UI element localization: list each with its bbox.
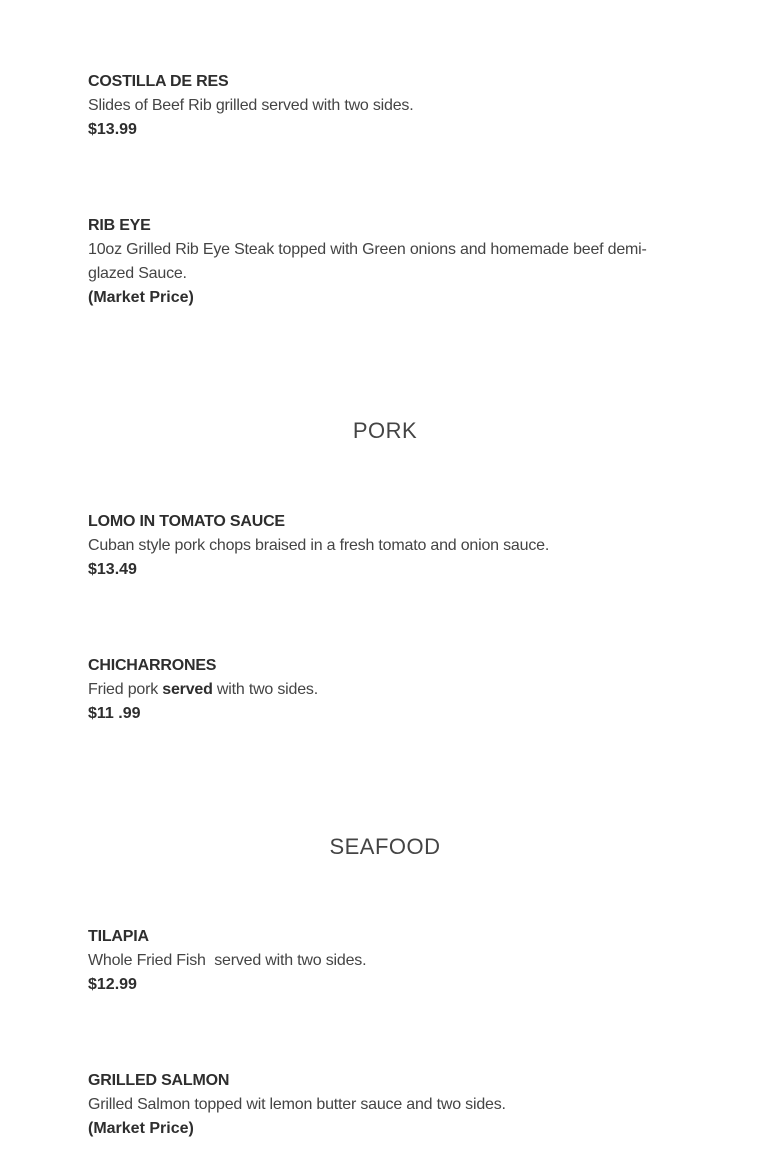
section-title-pork: PORK xyxy=(352,418,418,443)
item-description-line-2: glazed Sauce. xyxy=(88,265,187,282)
section-title-seafood: SEAFOOD xyxy=(329,834,441,859)
item-description: Cuban style pork chops braised in a fresh tomato and onion sauce. xyxy=(88,537,550,554)
menu-item-chicharrones xyxy=(88,654,688,726)
item-description-emphasis: served xyxy=(162,681,213,698)
item-name: COSTILLA DE RES xyxy=(88,73,229,90)
item-name: LOMO IN TOMATO SAUCE xyxy=(88,513,285,530)
item-price: $11 .99 xyxy=(88,705,141,722)
item-name: TILAPIA xyxy=(88,928,149,945)
menu-item-grilled-salmon xyxy=(88,1069,688,1141)
item-price: (Market Price) xyxy=(88,1120,194,1137)
item-name: RIB EYE xyxy=(88,217,151,234)
item-description-line-1: 10oz Grilled Rib Eye Steak topped with Green onions and homemade beef demi- xyxy=(88,241,647,258)
menu-item-lomo-in-tomato-sauce xyxy=(88,510,688,582)
menu-item-tilapia xyxy=(88,925,688,997)
item-description: Whole Fried Fish served with two sides. xyxy=(88,952,367,969)
item-price: $13.49 xyxy=(88,561,137,578)
item-description-end: with two sides. xyxy=(212,681,318,698)
item-description-start: Fried pork xyxy=(88,681,163,698)
item-description: Grilled Salmon topped wit lemon butter sauce and two sides. xyxy=(88,1096,506,1113)
item-price: (Market Price) xyxy=(88,289,194,306)
menu-item-rib-eye xyxy=(88,214,688,310)
item-description xyxy=(88,678,688,702)
item-description: Slides of Beef Rib grilled served with two sides. xyxy=(88,97,414,114)
item-price: $12.99 xyxy=(88,976,137,993)
item-name: GRILLED SALMON xyxy=(88,1072,230,1089)
menu-item-costilla-de-res xyxy=(88,70,688,142)
item-name: CHICHARRONES xyxy=(88,657,217,674)
item-price: $13.99 xyxy=(88,121,137,138)
